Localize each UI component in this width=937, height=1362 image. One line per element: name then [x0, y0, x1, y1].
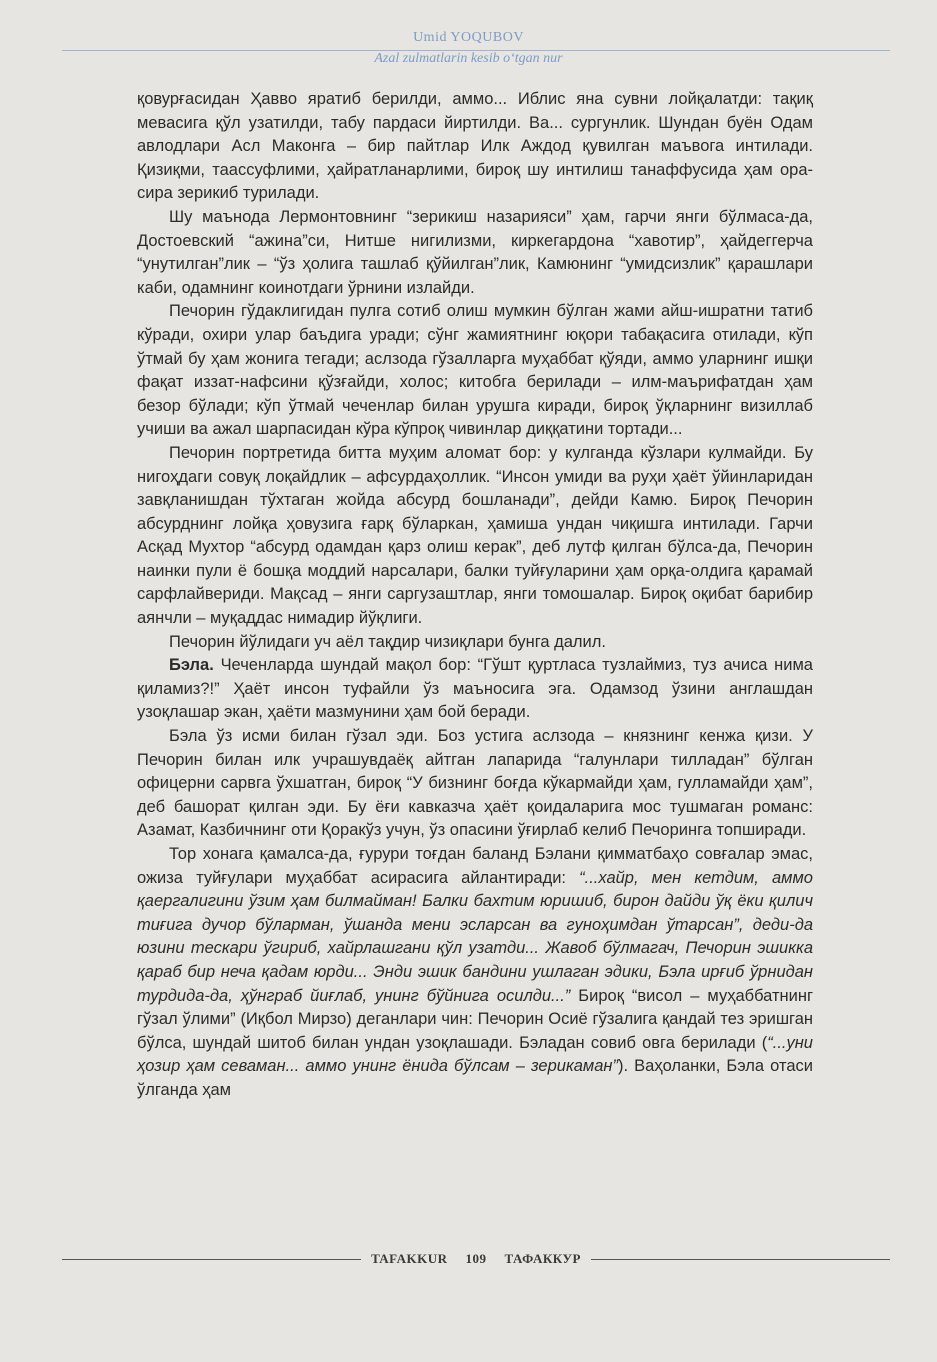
paragraph: Печорин гўдаклигидан пулга сотиб олиш мумкин бўлган жами айш-ишратни татиб кўради, охири улар баъдига уради; сўнг жамиятнинг юқори табақасига отилади, кўп ўтмай бу ҳам жонига тегади; аслзода гўзалларга муҳаббат қўяди, аммо уларнинг ишқи фақат иззат-нафсини қўзғайди, холос; китобга берилади – илм-маърифатдан ҳам безор бўлади; кўп ўтмай чеченлар билан урушга киради, бироқ ўқларнинг визиллаб учиши ва ажал шарпасидан кўра кўпроқ чивинлар диққатини тортади...	[137, 302, 813, 439]
paragraph: Печорин портретида битта муҳим аломат бор: у кулганда кўзлари кулмайди. Бу нигоҳдаги совуқ лоқайдлик – афсурдаҳоллик. “Инсон умиди ва руҳи ҳаёт ўйинларидан завқланишдан тўхтаган жойда абсурд бошланади”, дейди Камю. Бироқ Печорин абсурднинг лойқа ҳовузига ғарқ бўларкан, ҳамиша ундан чиқишга интилади. Гарчи Асқад Мухтор “абсурд одамдан қарз олиш керак”, деб лутф қилган бўлса-да, Печорин наинки пули ё бошқа моддий нарсалари, балки туйғуларини ҳам орқа-олдига қарамай сарфлайвериди. Мақсад – янги саргузаштлар, янги томошалар. Бироқ оқибат барибир аянчли – муқаддас нимадир йўқлиги.	[137, 443, 813, 628]
italic-quote: “...уни ҳозир ҳам севаман... аммо унинг ёнида бўлсам – зерикаман”	[137, 1033, 813, 1076]
paragraph-bela	[137, 654, 813, 725]
header-divider	[62, 50, 890, 51]
footer-journal-cyrillic: ТАФАККУР	[504, 1251, 581, 1266]
section-label: Бэла.	[169, 656, 214, 675]
paragraph: Шу маънода Лермонтовнинг “зерикиш назарияси” ҳам, гарчи янги бўлмаса-да, Достоевский “ажина”си, Нитше нигилизми, киркегардона “хавотир”, ҳайдеггерча “унутилган”лик – “ўз ҳолига ташлаб қўйилган”лик, Камюнинг “умидсизлик” қарашлари каби, одамнинг коинотдаги ўрнини излайди.	[137, 207, 813, 297]
paragraph-text: Тор хонага қамалса-да, ғурури тоғдан баланд Бэлани қимматбаҳо совғалар эмас, ожиза туйғулари муҳаббат асирасига айлантиради:	[137, 845, 813, 887]
paragraph-text: ). Ваҳоланки, Бэла отаси ўлганда ҳам	[137, 1057, 813, 1099]
paragraph-with-quote	[137, 843, 813, 1103]
paragraph: қовурғасидан Ҳавво яратиб берилди, аммо... Иблис яна сувни лойқалатди: тақиқ мевасига қўл узатилди, табу пардаси йиртилди. Ва... сургунлик. Шундан буён Одам авлодлари Асл Маконга – бир пайтлар Илк Аждод қувилган маъвога интилади. Қизиқми, таассуфлими, ҳайратланарлими, бироқ шу интилиш танаффусида ҳам ора-сира зерикиб турилади.	[137, 90, 813, 203]
paragraph: Бэла ўз исми билан гўзал эди. Боз устига аслзода – князнинг кенжа қизи. У Печорин билан илк учрашувдаёқ айтган лапарида “галунлари тилладан” бўлган офицерни сарвга ўхшатган, бироқ “У бизнинг боғда кўкармайди ҳам, гулламайди ҳам”, деб башорат қилган эди. Бу ёғи кавказча ҳаёт қоидаларига мос тушмаган романс: Азамат, Казбичнинг оти Қоракўз учун, ўз опасини ўғирлаб келиб Печоринга топширади.	[137, 727, 813, 840]
article-body	[137, 88, 813, 1103]
paragraph: Печорин йўлидаги уч аёл тақдир чизиқлари бунга далил.	[169, 632, 606, 651]
italic-quote: “...хайр, мен кетдим, аммо қаергалигини ўзим ҳам билмайман! Балки бахтим юришиб, бирон дайди ўқ ёки қилич тиғига дучор бўларман, ўшанда мени эсларсан ва гуноҳимдан ўтарсан”, деди-да юзини тескари ўгириб, хайрлашгани қўл узатди... Жавоб бўлмагач, Печорин эшикка қараб бир неча қадам юрди... Энди эшик бандини ушлаган эдики, Бэла ирғиб ўрнидан турдида-да, ҳўнграб йиғлаб, унинг бўйнига осилди...”	[137, 868, 813, 1005]
page-header	[0, 30, 937, 67]
running-title: Azal zulmatlarin kesib o‘tgan nur	[374, 51, 563, 66]
paragraph-text: Бироқ “висол – муҳаббатнинг гўзал ўлими” (Иқбол Мирзо) деганлари чин: Печорин Осиё гўзалига қандай тез эришган бўлса, шундай шитоб билан ундан узоқлашади. Бэладан совиб овга берилади (	[137, 986, 813, 1052]
footer-journal-latin: TAFAKKUR	[371, 1251, 448, 1266]
paragraph-text: Чеченларда шундай мақол бор: “Гўшт қуртласа тузлаймиз, туз ачиса нима қиламиз?!” Ҳаёт инсон туфайли ўз маъносига эга. Одамзод ўзини англашдан узоқлашар экан, ҳаёти мазмунини ҳам бой беради.	[137, 656, 813, 722]
page-number: 109	[465, 1251, 487, 1266]
author-name: Umid YOQUBOV	[413, 30, 524, 45]
footer-rule-right	[591, 1259, 890, 1260]
footer-rule-left	[62, 1259, 361, 1260]
page-footer	[62, 1249, 890, 1269]
